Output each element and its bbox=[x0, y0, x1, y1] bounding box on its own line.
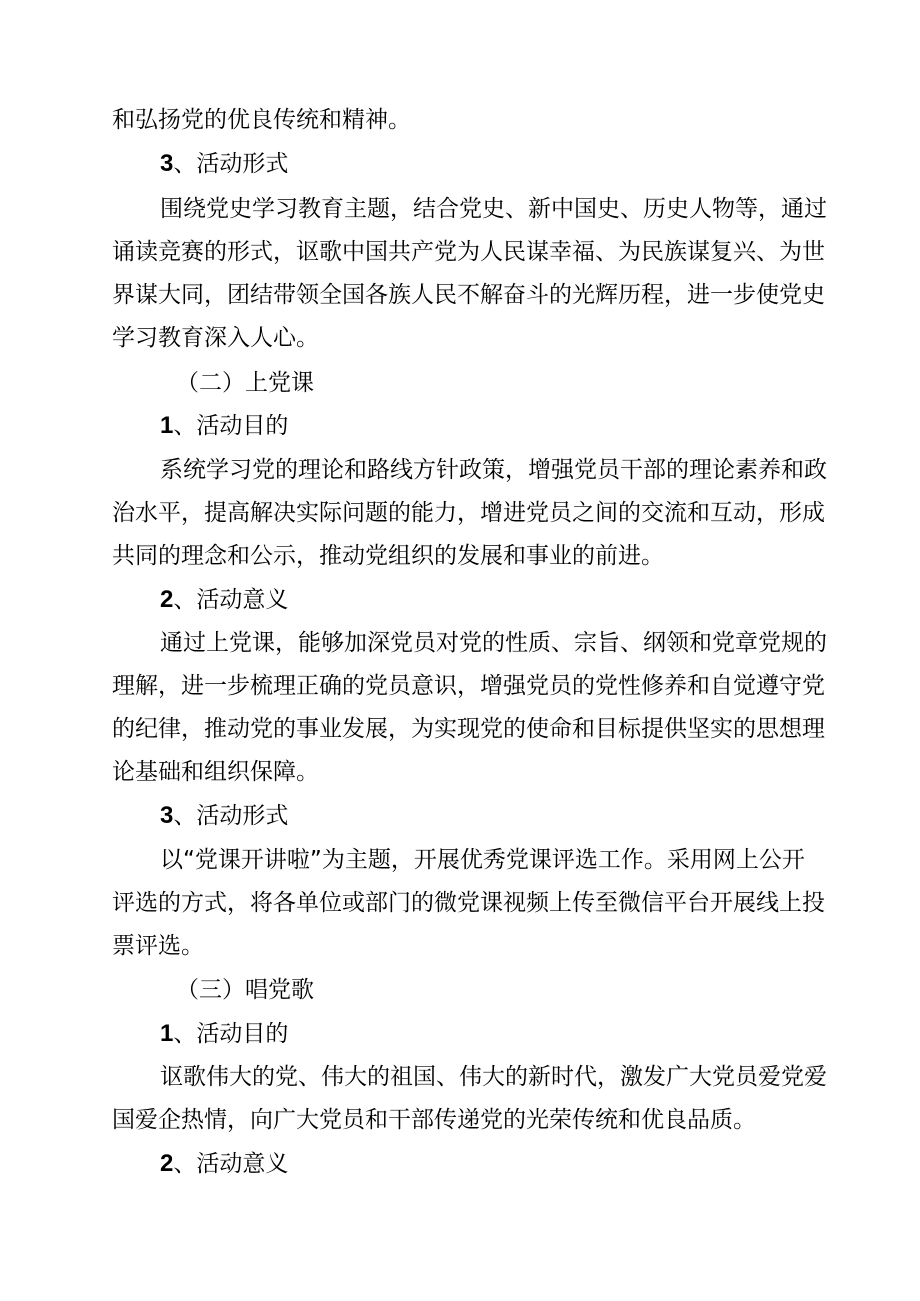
subheading-activity-form bbox=[160, 794, 288, 838]
subheading-activity-significance bbox=[160, 578, 288, 622]
subheading-label: 、活动目的 bbox=[173, 1021, 289, 1047]
paragraph-line: 的纪律，推动党的事业发展，为实现党的使命和目标提供坚实的思想理 bbox=[112, 716, 825, 742]
subheading-number: 1 bbox=[160, 1020, 174, 1047]
subheading-number: 1 bbox=[160, 412, 174, 439]
paragraph-line: 讴歌伟大的党、伟大的祖国、伟大的新时代，激发广大党员爱党爱 bbox=[160, 1064, 827, 1090]
subheading-number: 2 bbox=[160, 586, 174, 613]
paragraph-line: 通过上党课，能够加深党员对党的性质、宗旨、纲领和党章党规的 bbox=[160, 630, 827, 656]
subheading-activity-purpose bbox=[160, 1012, 288, 1056]
paragraph-line: 诵读竞赛的形式，讴歌中国共产党为人民谋幸福、为民族谋复兴、为世 bbox=[112, 239, 825, 265]
paragraph-line: 界谋大同，团结带领全国各族人民不解奋斗的光辉历程，进一步使党史 bbox=[112, 282, 825, 308]
subheading-label: 、活动目的 bbox=[173, 413, 289, 439]
subheading-number: 3 bbox=[160, 150, 174, 177]
paragraph-line: 围绕党史学习教育主题，结合党史、新中国史、历史人物等，通过 bbox=[160, 196, 827, 222]
paragraph-line: 票评选。 bbox=[112, 933, 204, 959]
paragraph-line: 治水平，提高解决实际问题的能力，增进党员之间的交流和互动，形成 bbox=[112, 500, 825, 526]
paragraph-line: 评选的方式，将各单位或部门的微党课视频上传至微信平台开展线上投 bbox=[112, 890, 825, 916]
paragraph-line: 理解，进一步梳理正确的党员意识，增强党员的党性修养和自觉遵守党 bbox=[112, 673, 825, 699]
paragraph-line: 以“党课开讲啦”为主题，开展优秀党课评选工作。采用网上公开 bbox=[160, 847, 805, 873]
section-heading-party-song: （三）唱党歌 bbox=[176, 977, 314, 1003]
section-heading-party-lesson: （二）上党课 bbox=[176, 370, 314, 396]
subheading-number: 2 bbox=[160, 1150, 174, 1177]
paragraph-line: 和弘扬党的优良传统和精神。 bbox=[112, 107, 411, 133]
subheading-number: 3 bbox=[160, 802, 174, 829]
paragraph-line: 论基础和组织保障。 bbox=[112, 759, 319, 785]
subheading-label: 、活动形式 bbox=[173, 803, 289, 829]
subheading-label: 、活动意义 bbox=[173, 1151, 289, 1177]
subheading-activity-significance bbox=[160, 1142, 288, 1186]
subheading-activity-form bbox=[160, 142, 288, 186]
subheading-activity-purpose bbox=[160, 404, 288, 448]
paragraph-line: 共同的理念和公示，推动党组织的发展和事业的前进。 bbox=[112, 543, 664, 569]
subheading-label: 、活动意义 bbox=[173, 587, 289, 613]
paragraph-line: 学习教育深入人心。 bbox=[112, 325, 319, 351]
subheading-label: 、活动形式 bbox=[173, 151, 289, 177]
paragraph-line: 系统学习党的理论和路线方针政策，增强党员干部的理论素养和政 bbox=[160, 457, 827, 483]
paragraph-line: 国爱企热情，向广大党员和干部传递党的光荣传统和优良品质。 bbox=[112, 1107, 756, 1133]
